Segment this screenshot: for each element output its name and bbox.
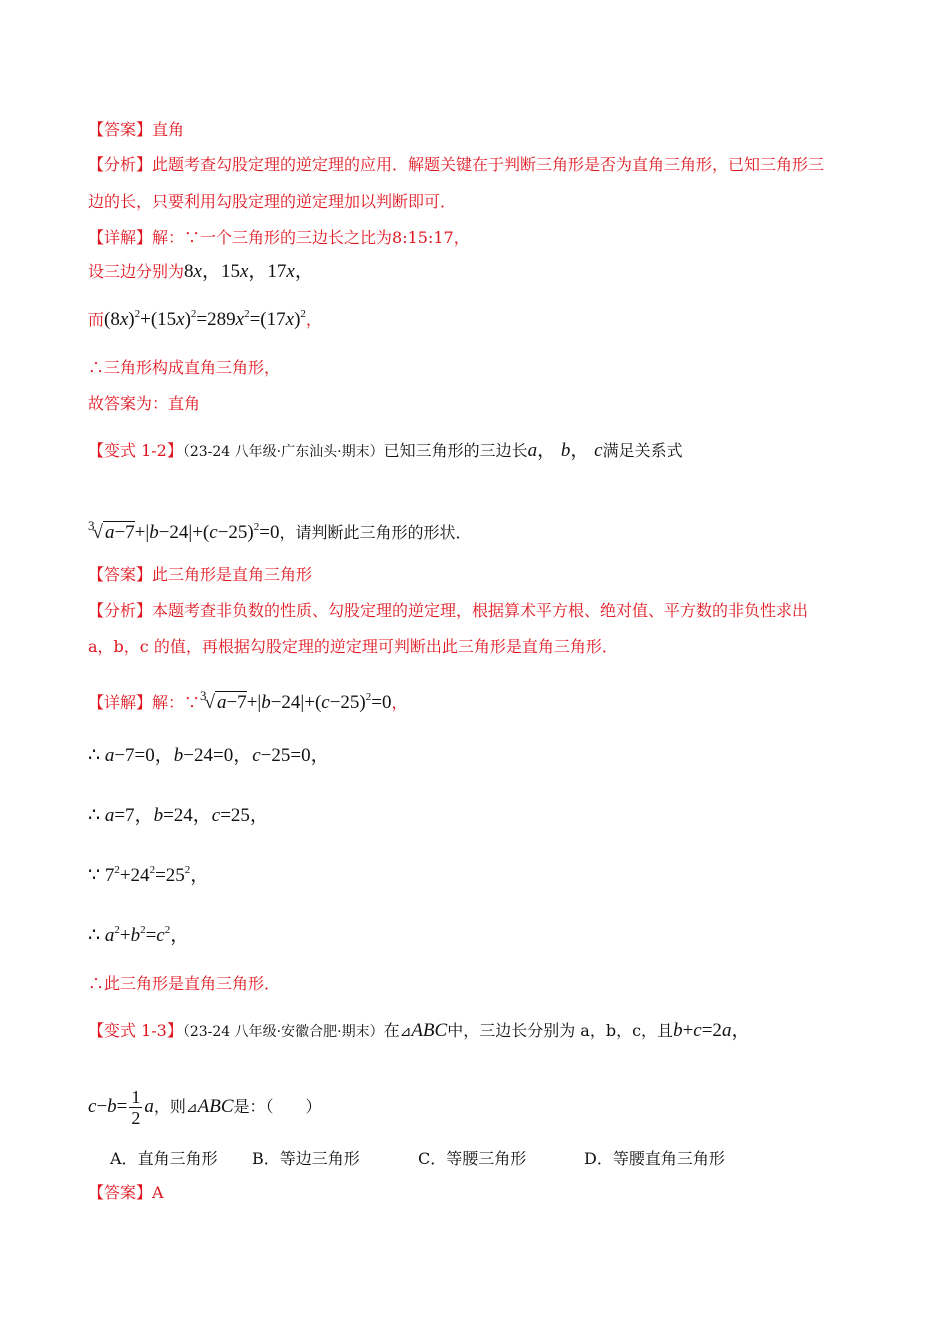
detail-text: 解：∵一个三角形的三边长之比为8:15:17， — [152, 228, 470, 247]
analysis-tag: 【分析】 — [88, 155, 153, 174]
analysis-line-1b: 边的长，只要利用勾股定理的逆定理加以判断即可． — [88, 192, 457, 211]
step-1: ∴ a−7=0，b−24=0，c−25=0， — [88, 745, 330, 766]
detail-tag: 【详解】 — [88, 228, 153, 247]
variant-1-3-title — [88, 1021, 750, 1043]
and-prefix: 而 — [88, 310, 105, 329]
analysis-text: 本题考查非负数的性质、勾股定理的逆定理，根据算术平方根、绝对值、平方数的非负性求出 — [152, 601, 809, 620]
option-d[interactable]: D．等腰直角三角形 — [584, 1149, 725, 1168]
q-tail: 是：（ ） — [233, 1097, 322, 1116]
analysis-line-1a — [88, 155, 824, 175]
analysis-text: 此题考查勾股定理的逆定理的应用．解题关键在于判断三角形是否为直角三角形，已知三角形三 — [152, 155, 825, 174]
q-end: ，则 — [153, 1097, 186, 1116]
question-text: 已知三角形的三边长 — [383, 441, 528, 460]
answer-text: 直角 — [152, 120, 185, 139]
triangle-abc-2: ⊿ABC — [185, 1096, 234, 1117]
option-a[interactable]: A．直角三角形 — [110, 1149, 218, 1168]
question-end: 满足关系式 — [602, 441, 683, 460]
option-b[interactable]: B．等边三角形 — [252, 1149, 360, 1168]
answer-line-3 — [88, 1183, 164, 1203]
detail-line-2: 【详解】解：∵$^3$√ $a-7+|b-24|+(c-25)^2=0$， — [88, 688, 408, 713]
answer-line-2 — [88, 565, 312, 585]
step-3: ∵ $7^2+24^2=25^2$， — [88, 864, 210, 886]
answer-text: 此三角形是直角三角形 — [152, 565, 313, 584]
sides-math: 8x，15x，17x， — [184, 261, 314, 282]
variant-source: （23-24 八年级·安徽合肥·期末） — [182, 1024, 384, 1040]
equation-line: 而$(8x)^2+(15x)^2=289x^2=(17x)^2$， — [88, 308, 322, 330]
answer-text: A — [152, 1183, 164, 1202]
variant-tag: 【变式 1-2】 — [88, 441, 183, 460]
condition-math: $^3$√ $a-7+|b-24|+(c-25)^2=0$ — [88, 518, 280, 543]
variant-1-2-title — [88, 441, 683, 462]
detail-tag: 【详解】 — [88, 693, 153, 712]
variant-source: （23-24 八年级·广东汕头·期末） — [182, 444, 384, 460]
question-tail: ，请判断此三角形的形状． — [279, 523, 472, 542]
pythagorean-equation: $(8x)^2+(15x)^2=289x^2=(17x)^2$ — [104, 308, 306, 330]
triangle-abc: ⊿ABC — [399, 1020, 448, 1041]
q-prefix: 在 — [383, 1021, 400, 1040]
conclusion-line-2: ∴此三角形是直角三角形． — [88, 974, 281, 993]
analysis-line-2a — [88, 601, 808, 621]
analysis-tag: 【分析】 — [88, 601, 153, 620]
option-c[interactable]: C．等腰三角形 — [418, 1149, 527, 1168]
condition-1: b+c=2a， — [673, 1020, 751, 1041]
detail-prefix: 解：∵ — [152, 693, 201, 712]
condition-2-line — [88, 1086, 322, 1130]
final-line-1: 故答案为：直角 — [88, 394, 201, 413]
condition-line — [88, 516, 471, 543]
answer-tag: 【答案】 — [88, 1183, 153, 1202]
detail-condition: $^3$√ $a-7+|b-24|+(c-25)^2=0$ — [200, 688, 392, 713]
conclusion-line-1: ∴三角形构成直角三角形， — [88, 358, 281, 377]
analysis-line-2b: a，b，c 的值，再根据勾股定理的逆定理可判断出此三角形是直角三角形． — [88, 637, 618, 656]
variant-tag: 【变式 1-3】 — [88, 1021, 183, 1040]
step-2: ∴ a=7，b=24，c=25， — [88, 805, 269, 826]
sides-line — [88, 262, 314, 282]
q-mid: 中，三边长分别为 a，b，c，且 — [447, 1021, 674, 1040]
question-vars: a， b， c — [527, 440, 603, 461]
answer-tag: 【答案】 — [88, 120, 153, 139]
answer-line-1 — [88, 120, 184, 140]
answer-tag: 【答案】 — [88, 565, 153, 584]
detail-line-1 — [88, 228, 470, 248]
set-prefix: 设三边分别为 — [88, 262, 185, 281]
step-4: ∴ $a^2+b^2=c^2$， — [88, 924, 190, 946]
condition-2: c−b= $\frac{1}{2}$ a — [88, 1087, 154, 1129]
